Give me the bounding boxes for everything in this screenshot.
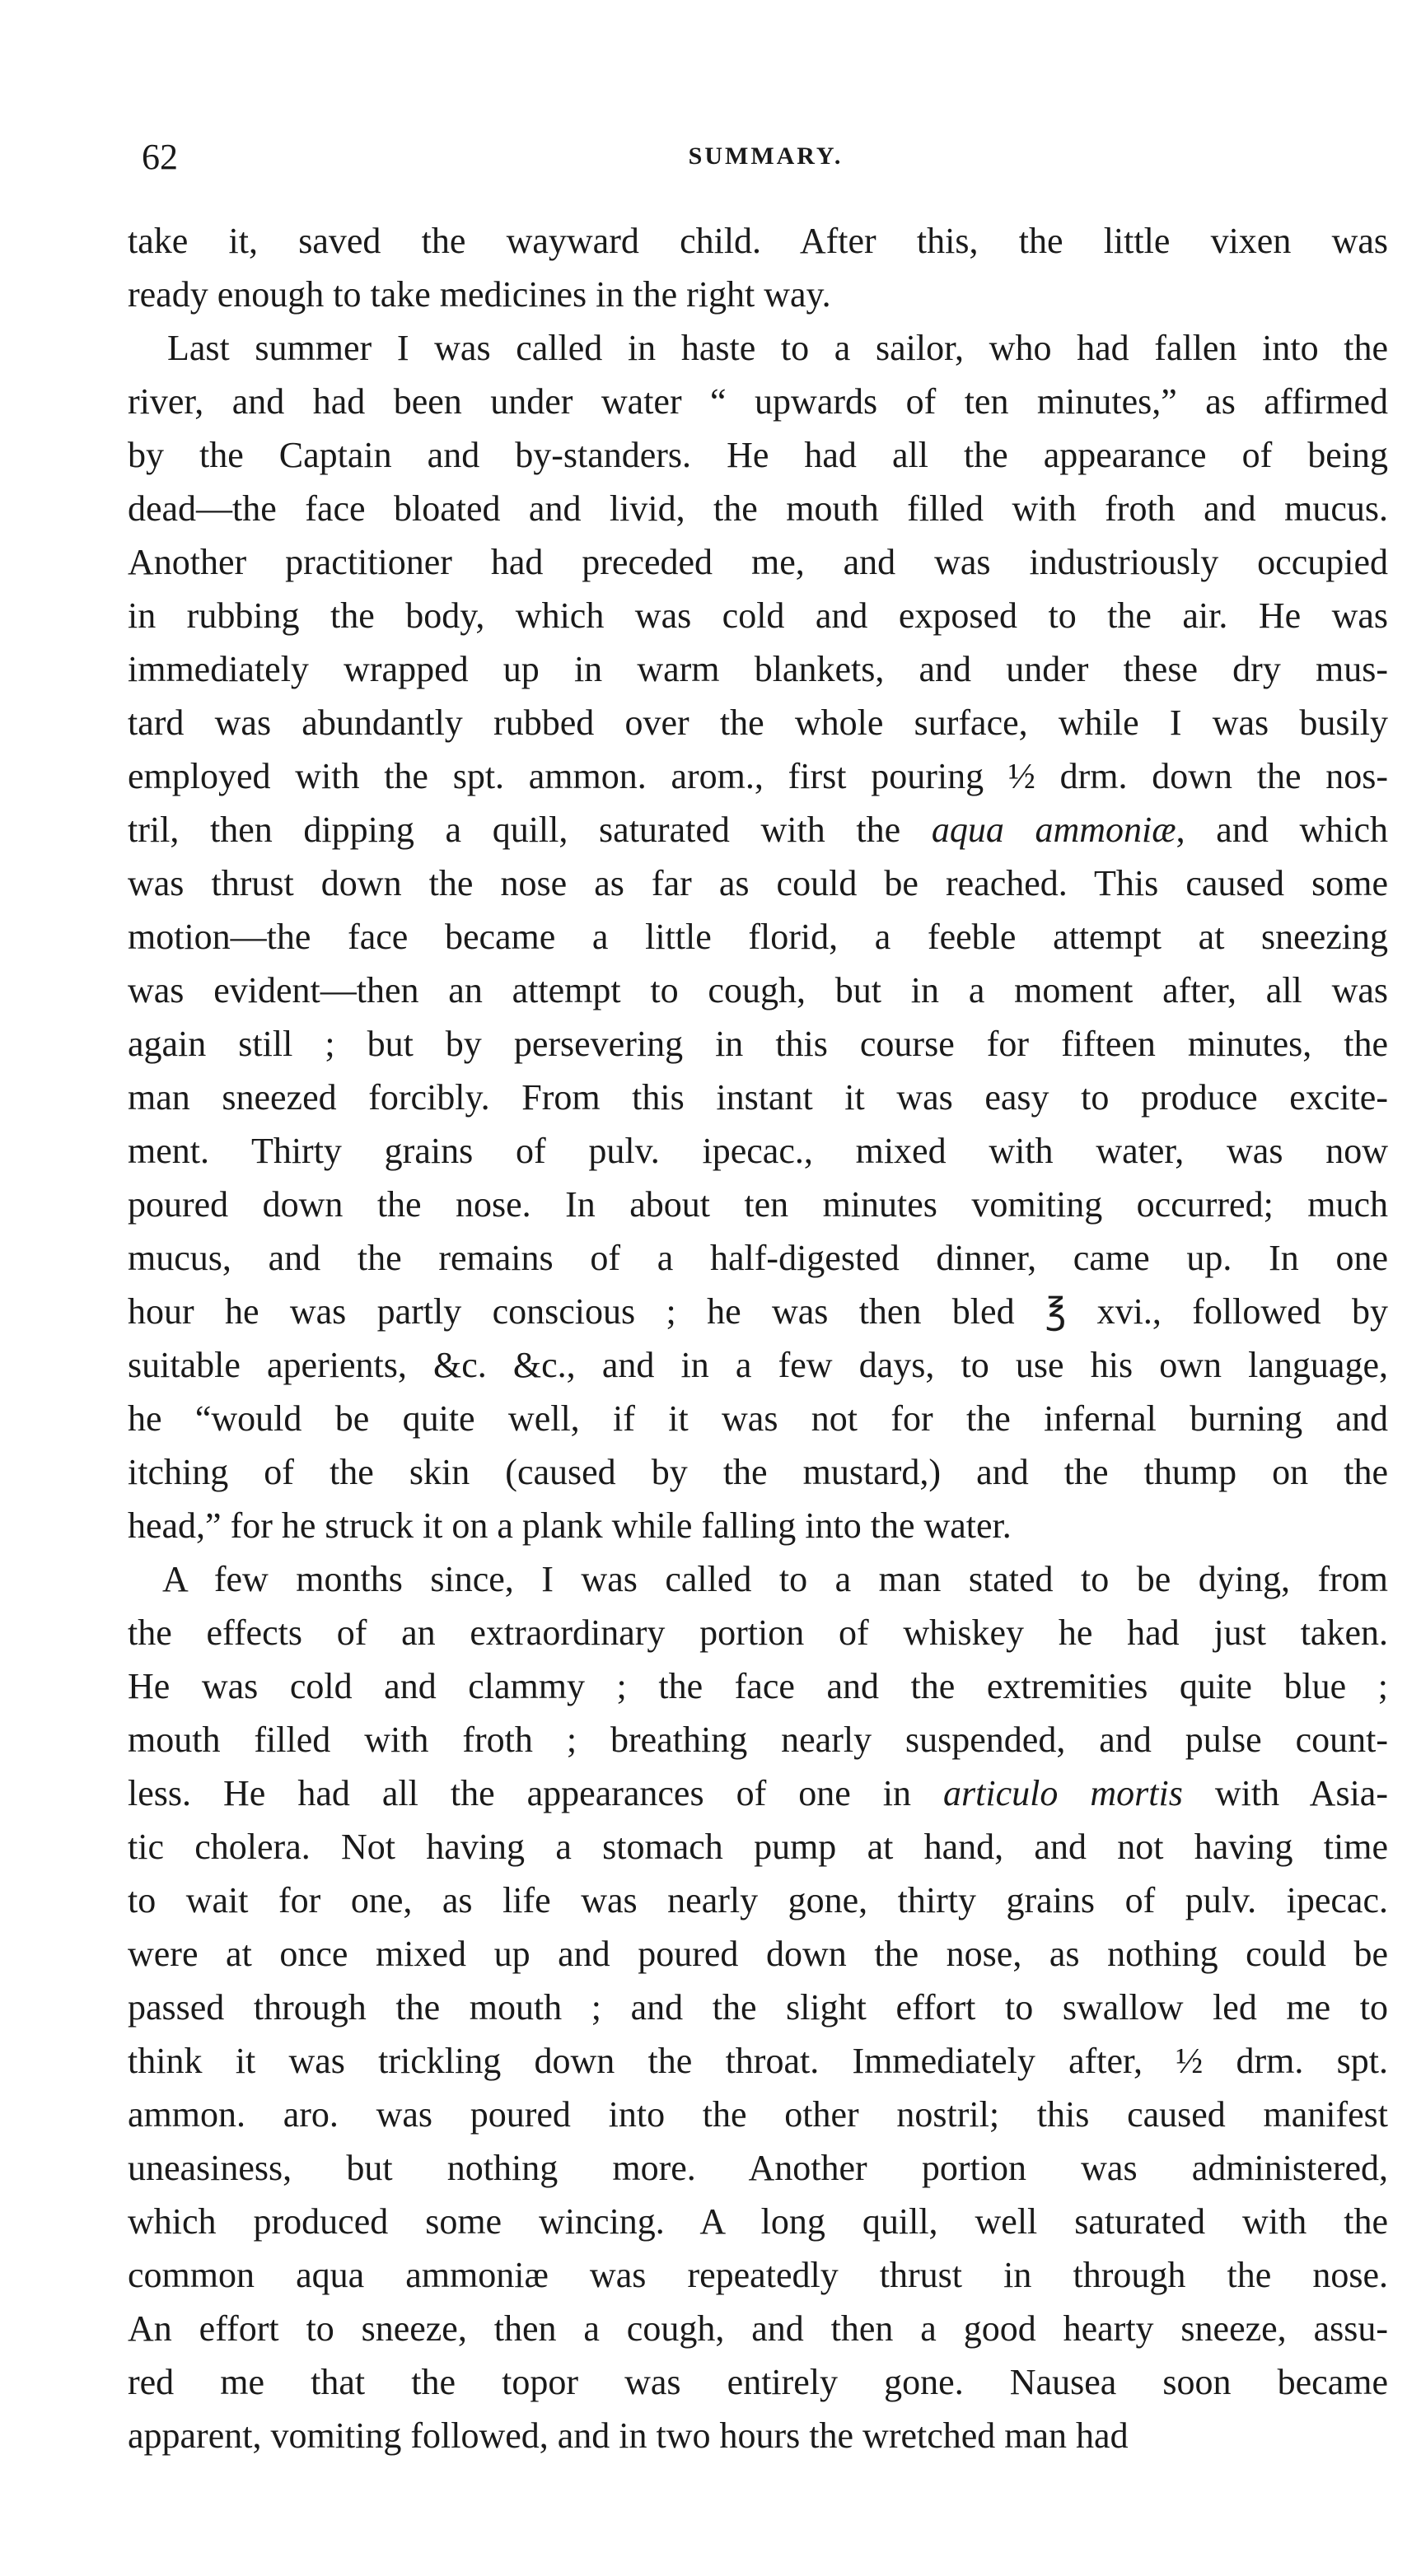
text-line: tic cholera. Not having a stomach pump at hand, and not having time — [128, 1827, 1388, 1867]
text-line: ment. Thirty grains of pulv. ipecac., mixed with water, was now — [128, 1131, 1388, 1171]
text-line: by the Captain and by-standers. He had all the appearance of being — [128, 435, 1388, 475]
text-line: ammon. aro. was poured into the other nostril; this caused manifest — [128, 2094, 1388, 2135]
text-line: tril, then dipping a quill, saturated with the aqua ammoniæ, and which — [128, 810, 1388, 850]
text-line: take it, saved the wayward child. After this, the little vixen was — [128, 221, 1388, 261]
text-line: less. He had all the appearances of one in articulo mortis with Asia- — [128, 1773, 1388, 1813]
text-line: the effects of an extraordinary portion of whiskey he had just taken. — [128, 1612, 1388, 1653]
text-line: suitable aperients, &c. &c., and in a few days, to use his own language, — [128, 1345, 1388, 1385]
text-line: mucus, and the remains of a half-digested dinner, came up. In one — [128, 1238, 1388, 1278]
text-line: in rubbing the body, which was cold and exposed to the air. He was — [128, 595, 1388, 636]
text-line: poured down the nose. In about ten minutes vomiting occurred; much — [128, 1184, 1388, 1225]
text-line: hour he was partly conscious ; he was then bled ℥ xvi., followed by — [128, 1291, 1388, 1332]
text-line: river, and had been under water “ upwards of ten minutes,” as affirmed — [128, 381, 1388, 422]
text-line: He was cold and clammy ; the face and the extremities quite blue ; — [128, 1666, 1388, 1706]
text-line: think it was trickling down the throat. Immediately after, ½ drm. spt. — [128, 2041, 1388, 2081]
paragraph-2 — [128, 321, 1388, 1552]
running-title: SUMMARY. — [688, 142, 844, 170]
text-line: mouth filled with froth ; breathing nearly suspended, and pulse count- — [128, 1720, 1388, 1760]
text-line: to wait for one, as life was nearly gone, thirty grains of pulv. ipecac. — [128, 1880, 1388, 1920]
text-line: which produced some wincing. A long quill, well saturated with the — [128, 2201, 1388, 2242]
text-line: apparent, vomiting followed, and in two hours the wretched man had — [128, 2415, 1129, 2456]
text-line: An effort to sneeze, then a cough, and then a good hearty sneeze, assu- — [128, 2308, 1388, 2349]
page-header — [142, 136, 1390, 185]
text-line: employed with the spt. ammon. arom., first pouring ½ drm. down the nos- — [128, 756, 1388, 796]
page-number: 62 — [142, 137, 178, 177]
paragraph-3 — [128, 1552, 1388, 2462]
text-line: he “would be quite well, if it was not for the infernal burning and — [128, 1398, 1388, 1439]
text-line: was evident—then an attempt to cough, but in a moment after, all was — [128, 970, 1388, 1010]
paragraph-1 — [128, 214, 1388, 321]
text-line: Last summer I was called in haste to a sailor, who had fallen into the — [167, 328, 1388, 368]
text-line: red me that the topor was entirely gone. Nausea soon became — [128, 2362, 1388, 2402]
text-line: passed through the mouth ; and the slight effort to swallow led me to — [128, 1987, 1388, 2028]
text-line: man sneezed forcibly. From this instant it was easy to produce excite- — [128, 1077, 1388, 1118]
text-line: ready enough to take medicines in the right way. — [128, 274, 831, 315]
body-text — [128, 214, 1388, 2462]
text-line: again still ; but by persevering in this course for fifteen minutes, the — [128, 1024, 1388, 1064]
text-line: A few months since, I was called to a man stated to be dying, from — [162, 1559, 1388, 1599]
text-line: motion—the face became a little florid, a feeble attempt at sneezing — [128, 917, 1388, 957]
text-line: tard was abundantly rubbed over the whole surface, while I was busily — [128, 702, 1388, 743]
text-line: itching of the skin (caused by the mustard,) and the thump on the — [128, 1452, 1388, 1492]
text-line: were at once mixed up and poured down the nose, as nothing could be — [128, 1934, 1388, 1974]
text-line: immediately wrapped up in warm blankets, and under these dry mus- — [128, 649, 1388, 689]
text-line: was thrust down the nose as far as could be reached. This caused some — [128, 863, 1388, 903]
text-line: dead—the face bloated and livid, the mouth filled with froth and mucus. — [128, 488, 1388, 529]
text-line: common aqua ammoniæ was repeatedly thrust in through the nose. — [128, 2255, 1388, 2295]
text-line: head,” for he struck it on a plank while falling into the water. — [128, 1505, 1012, 1546]
text-line: Another practitioner had preceded me, and was industriously occupied — [128, 542, 1388, 582]
text-line: uneasiness, but nothing more. Another portion was administered, — [128, 2148, 1388, 2188]
